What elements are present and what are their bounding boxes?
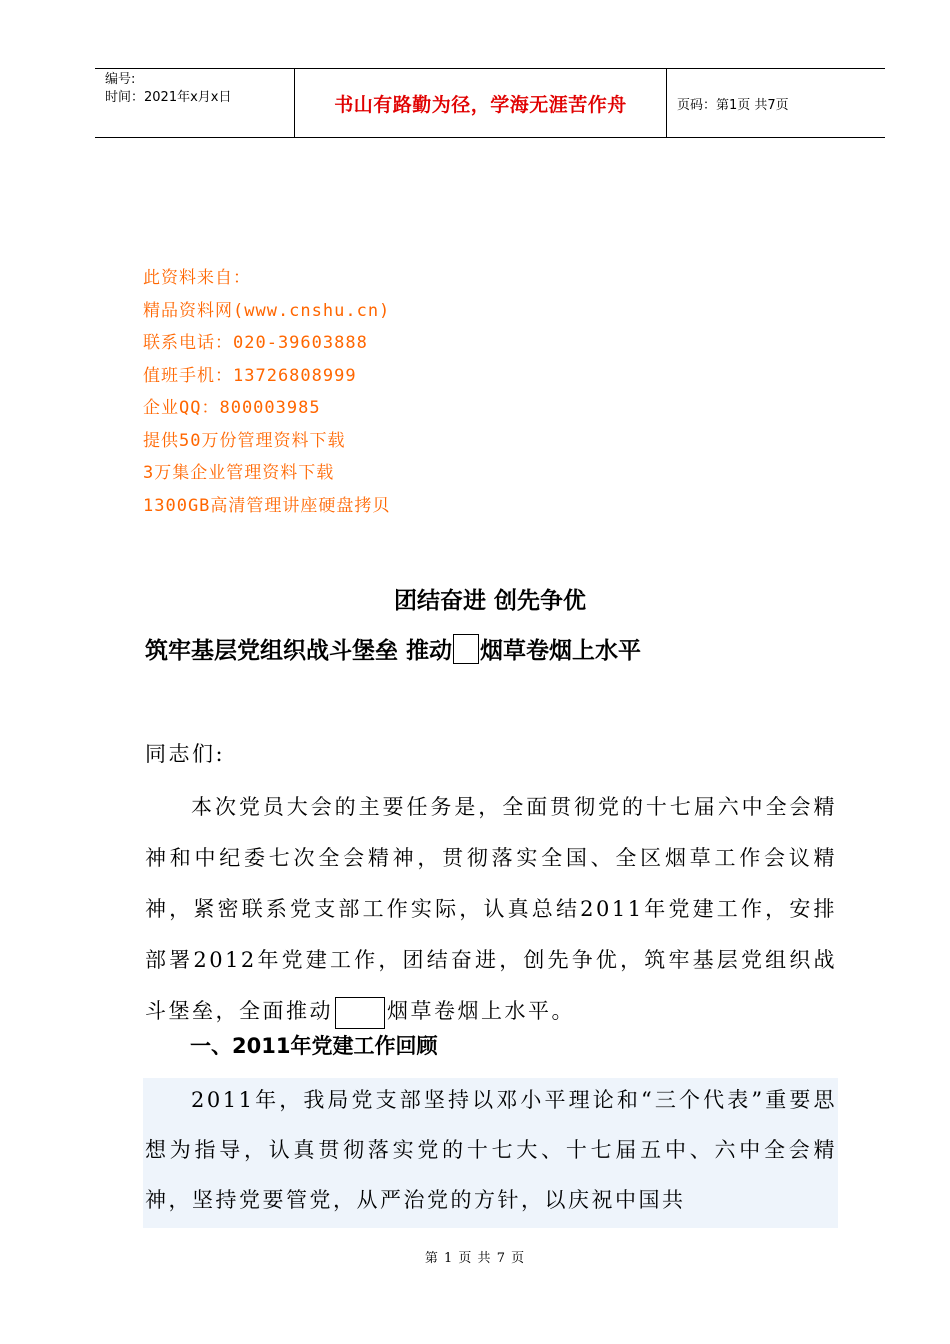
header-motto: 书山有路勤为径，学海无涯苦作舟 bbox=[295, 69, 667, 137]
blank-placeholder-box bbox=[335, 997, 385, 1029]
ad-line: 值班手机：13726808999 bbox=[143, 365, 357, 386]
ad-line: 此资料来自： bbox=[143, 268, 251, 288]
salutation: 同志们: bbox=[145, 742, 226, 766]
para1-text: 本次党员大会的主要任务是，全面贯彻党的十七届六中全会精神和中纪委七次全会精神，贯彻落实全国、全区烟草工作会议精神，紧密联系党支部工作实际，认真总结2011年党建工作，安排部署2012年党建工作，团结奋进，创先争优，筑牢基层党组织战斗堡垒，全面推动 bbox=[145, 795, 837, 1023]
ad-line: 企业QQ：800003985 bbox=[143, 398, 321, 418]
paragraph-review: 2011年，我局党支部坚持以邓小平理论和“三个代表”重要思想为指导，认真贯彻落实党的十七大、十七届五中、六中全会精神，坚持党要管党，从严治党的方针，以庆祝中国共 bbox=[145, 1088, 837, 1212]
paragraph-intro bbox=[145, 782, 837, 1037]
document-title-line1: 团结奋进 创先争优 bbox=[393, 588, 586, 614]
ad-line: 精品资料网(www.cnshu.cn) bbox=[143, 300, 391, 321]
ad-line: 1300GB高清管理讲座硬盘拷贝 bbox=[143, 495, 391, 516]
document-header bbox=[95, 68, 885, 138]
number-label: 编号: bbox=[105, 72, 136, 87]
blank-placeholder-box bbox=[453, 634, 479, 664]
header-page-label: 页码：第1页 共7页 bbox=[677, 97, 789, 113]
title-line2-part2: 烟草卷烟上水平 bbox=[480, 638, 642, 664]
source-ad-block bbox=[143, 262, 390, 522]
ad-line: 提供50万份管理资料下载 bbox=[143, 430, 346, 451]
document-title-line2 bbox=[145, 632, 641, 665]
ad-line: 联系电话：020-39603888 bbox=[143, 333, 368, 353]
section-heading: 一、2011年党建工作回顾 bbox=[190, 1034, 438, 1058]
time-label: 时间：2021年x月x日 bbox=[105, 90, 232, 105]
ad-line: 3万集企业管理资料下载 bbox=[143, 463, 335, 483]
header-meta bbox=[95, 69, 295, 137]
para1-text-end: 烟草卷烟上水平。 bbox=[387, 999, 575, 1023]
title-line2-part1: 筑牢基层党组织战斗堡垒 推动 bbox=[145, 638, 453, 664]
page-footer: 第 1 页 共 7 页 bbox=[424, 1251, 526, 1266]
